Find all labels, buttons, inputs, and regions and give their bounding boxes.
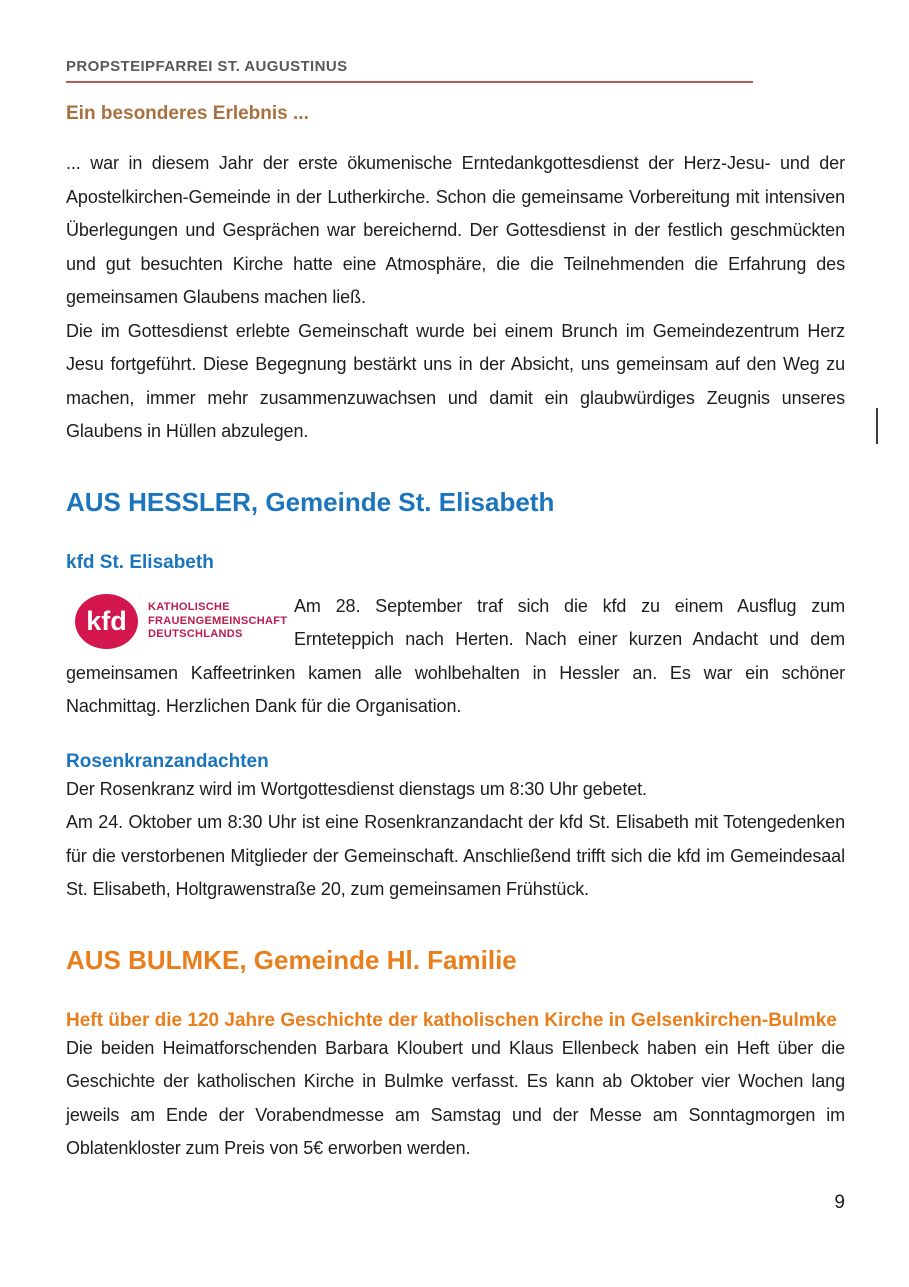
- kfd-logo-caption: [148, 601, 287, 642]
- paragraph-erlebnis-1: ... war in diesem Jahr der erste ökumenische Erntedankgottesdienst der Herz-Jesu- und der Apostelkirchen-Gemeinde in der Lutherkirche. Schon die gemeinsame Vorbereitung mit intensiven Überlegungen und Gesprächen war bereichernd. Der Gottesdienst in der festlich geschmückten und gut besuchten Kirche hatte eine Atmosphäre, die die Teilnehmenden die Erfahrung des gemeinsamen Glaubens machen ließ.: [66, 153, 845, 307]
- kfd-caption-line-2: FRAUENGEMEINSCHAFT: [148, 614, 288, 627]
- heading-aus-hessler: AUS HESSLER, Gemeinde St. Elisabeth: [66, 486, 555, 517]
- heading-heft-120-jahre: Heft über die 120 Jahre Geschichte der katholischen Kirche in Gelsenkirchen-Bulmke: [66, 1009, 837, 1031]
- paragraph-heft: Die beiden Heimatforschenden Barbara Kloubert und Klaus Ellenbeck haben ein Heft über die Geschichte der katholischen Kirche in Bulmke verfasst. Es kann ab Oktober vier Wochen lang jeweils am Ende der Vorabendmesse am Samstag und der Messe am Sonntagmorgen im Oblatenkloster zum Preis von 5€ erworben werden.: [66, 1037, 845, 1158]
- heading-aus-bulmke: AUS BULMKE, Gemeinde Hl. Familie: [66, 944, 517, 975]
- heading-ein-besonderes-erlebnis: Ein besonderes Erlebnis ...: [66, 103, 309, 124]
- heading-kfd-st-elisabeth: kfd St. Elisabeth: [66, 551, 214, 573]
- page-number: 9: [834, 1192, 845, 1213]
- paragraph-kfd-ausflug: Am 28. September traf sich die kfd zu einem Ausflug zum Ernteteppich nach Herten. Nach einer kurzen Andacht und dem gemeinsamen Kaffeetrinken kamen alle wohlbehalten in Hessler an. Es war ein schöner Nachmittag. Herzlichen Dank für die Organisation.: [66, 595, 845, 716]
- paragraph-rosenkranz-2: Am 24. Oktober um 8:30 Uhr ist eine Rosenkranzandacht der kfd St. Elisabeth mit Totengedenken für die verstorbenen Mitglieder der Gemeinschaft. Anschließend trifft sich die kfd im Gemeindesaal St. Elisabeth, Holtgrawenstraße 20, zum gemeinsamen Frühstück.: [66, 812, 845, 899]
- page-header-rule: [66, 58, 753, 83]
- kfd-logo-icon: kfd: [75, 594, 138, 649]
- paragraph-erlebnis-2: Die im Gottesdienst erlebte Gemeinschaft wurde bei einem Brunch im Gemeindezentrum Herz Jesu fortgeführt. Diese Begegnung bestärkt uns in der Absicht, uns gemeinsam auf den Weg zu machen, immer mehr zusammenzuwachsen und damit ein glaubwürdiges Zeugnis unseres Glaubens in Hüllen abzulegen.: [66, 320, 845, 441]
- kfd-caption-line-1: KATHOLISCHE: [148, 601, 230, 614]
- margin-change-bar: [876, 408, 878, 444]
- kfd-caption-line-3: DEUTSCHLANDS: [148, 628, 243, 641]
- paragraph-rosenkranz-1: Der Rosenkranz wird im Wortgottesdienst dienstags um 8:30 Uhr gebetet.: [66, 778, 647, 799]
- kfd-logo: [66, 590, 288, 654]
- heading-rosenkranzandachten: Rosenkranzandachten: [66, 750, 269, 772]
- kfd-section: [66, 590, 845, 724]
- page-content: [66, 58, 845, 1166]
- page-header-title: PROPSTEIPFARREI ST. AUGUSTINUS: [66, 58, 348, 75]
